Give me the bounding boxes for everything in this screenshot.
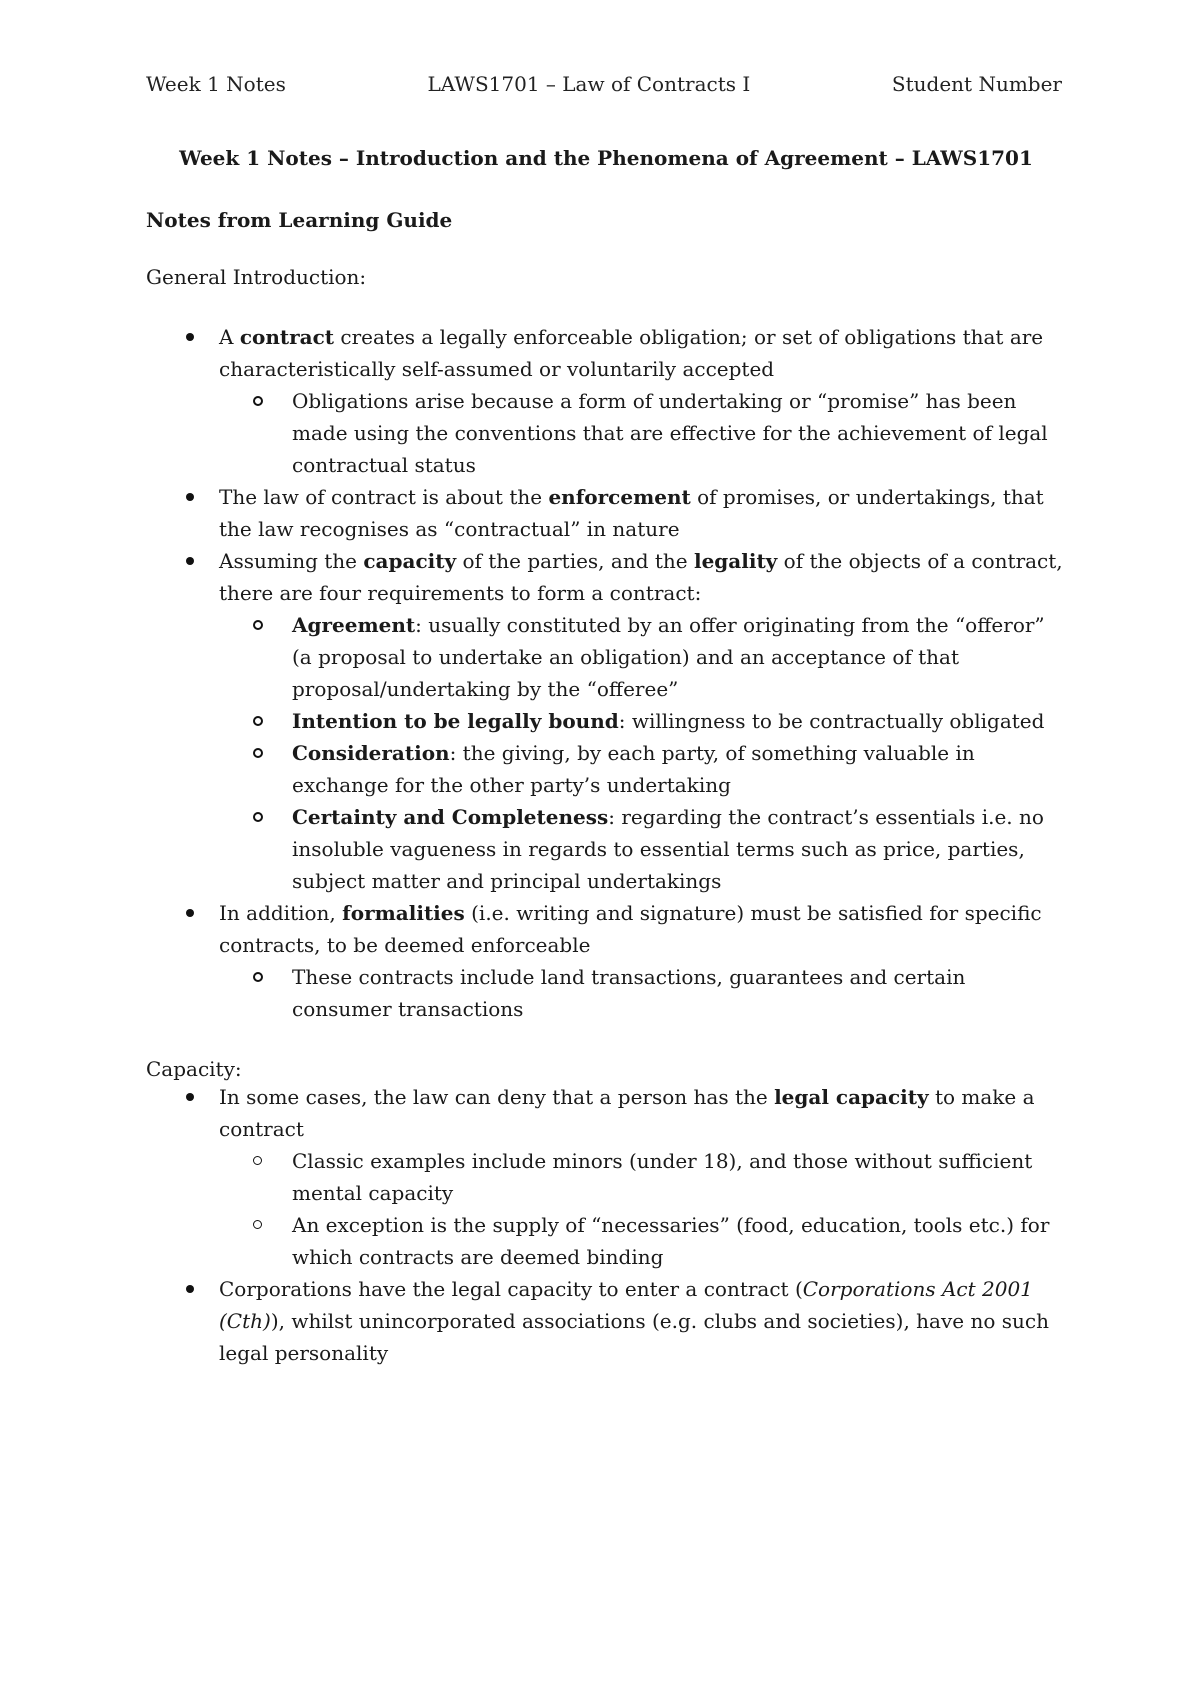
- sub-list: [219, 385, 1066, 481]
- list-item: A contract creates a legally enforceable obligation; or set of obligations that are characteristically self-assumed or voluntarily accepted Obligations arise because a form of undertaking or “promise” has been made using the conventions that are effective for the achievement of legal contractual status: [146, 321, 1066, 481]
- requirement-certainty: Certainty and Completeness: regarding the contract’s essentials i.e. no insoluble vagueness in regards to essential terms such as price, parties, subject matter and principal undertakings: [219, 801, 1066, 897]
- list-item: In addition, formalities (i.e. writing and signature) must be satisfied for specific contracts, to be deemed enforceable These contracts include land transactions, guarantees and certain consumer transactions: [146, 897, 1066, 1025]
- page-header: [146, 72, 1062, 96]
- general-introduction-list: [146, 321, 1066, 1025]
- header-right: Student Number: [891, 72, 1062, 96]
- requirement-consideration: Consideration: the giving, by each party, of something valuable in exchange for the other party’s undertaking: [219, 737, 1066, 801]
- list-item: In some cases, the law can deny that a person has the legal capacity to make a contract Classic examples include minors (under 18), and those without sufficient mental capacity An exception is the supply of “necessaries” (food, education, tools etc.) for which contracts are deemed binding: [146, 1081, 1066, 1273]
- list-item: The law of contract is about the enforcement of promises, or undertakings, that the law recognises as “contractual” in nature: [146, 481, 1066, 545]
- sub-list: [219, 961, 1066, 1025]
- requirement-intention: Intention to be legally bound: willingness to be contractually obligated: [219, 705, 1066, 737]
- sub-list-item: These contracts include land transactions, guarantees and certain consumer transactions: [219, 961, 1066, 1025]
- capacity-list: [146, 1081, 1066, 1369]
- document-body: [146, 146, 1066, 1369]
- header-center: LAWS1701 – Law of Contracts I: [427, 72, 751, 96]
- requirements-list: [219, 609, 1066, 897]
- header-left: Week 1 Notes: [146, 72, 286, 96]
- capacity-label: Capacity:: [146, 1057, 242, 1081]
- list-item: Assuming the capacity of the parties, and the legality of the objects of a contract, there are four requirements to form a contract: Agreement: usually constituted by an offer originating from the “offeror” (a proposal to undertake an obligation) and an acceptance of that proposal/undertaking by the “offeree” Intention to be legally bound: willingness to be contractually obligated Consideration: the giving, by each party, of something valuable in exchange for the other party’s undertaking Certainty and Completeness: regarding the contract’s essentials i.e. no insoluble vagueness in regards to essential terms such as price, parties, subject matter and principal undertakings: [146, 545, 1066, 897]
- sub-list-item: Obligations arise because a form of undertaking or “promise” has been made using the conventions that are effective for the achievement of legal contractual status: [219, 385, 1066, 481]
- list-item: Corporations have the legal capacity to enter a contract (Corporations Act 2001 (Cth)), whilst unincorporated associations (e.g. clubs and societies), have no such legal personality: [146, 1273, 1066, 1369]
- document-title: Week 1 Notes – Introduction and the Phenomena of Agreement – LAWS1701: [179, 146, 1033, 170]
- requirement-agreement: Agreement: usually constituted by an offer originating from the “offeror” (a proposal to undertake an obligation) and an acceptance of that proposal/undertaking by the “offeree”: [219, 609, 1066, 705]
- section-subheading: Notes from Learning Guide: [146, 208, 453, 232]
- sub-list: [219, 1145, 1066, 1273]
- general-introduction-label: General Introduction:: [146, 265, 367, 289]
- sub-list-item: Classic examples include minors (under 18), and those without sufficient mental capacity: [219, 1145, 1066, 1209]
- sub-list-item: An exception is the supply of “necessaries” (food, education, tools etc.) for which contracts are deemed binding: [219, 1209, 1066, 1273]
